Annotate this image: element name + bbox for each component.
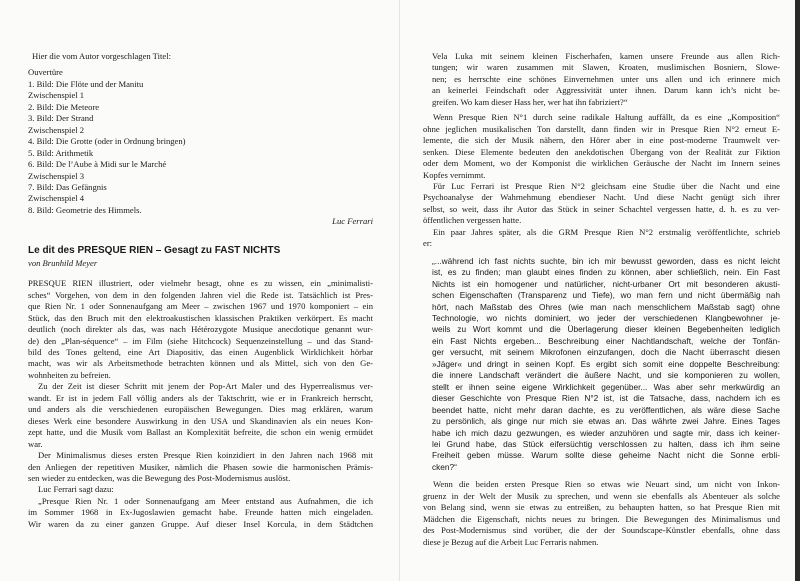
title-list [28, 67, 373, 216]
block-quote [423, 256, 780, 474]
quote-line: hört, nach Maßstab des Ohres (wie man nach menschlichem Maßstab sagt) ohne [432, 301, 780, 312]
text-line: im Sommer 1968 in Ex-Jugoslawien gemacht habe. Freunde hatten mich eingeladen. [28, 507, 373, 518]
text-line: des Post-Modernismus sind vorüber, die der der Soundscape-Künstler ebenfalls, ohne dass [423, 525, 780, 536]
text-line: den Anliegen der repetitiven Musiker, nämlich die Phasen sowie die harmonischen Prämis- [28, 461, 373, 472]
quote-line: ein Fast Nichts ergeben... Beschreibung einer Nachtlandschaft, welche der Tonfän- [432, 335, 780, 346]
text-line: und anders als die verschiedenen europäischen Bewegungen. Dies mag erklären, warum [28, 404, 373, 415]
quote-line: „...während ich fast nichts suchte, bin ich mir bewusst geworden, dass es nicht leicht [432, 255, 780, 266]
text-line: gruenz in der Welt der Musik zu sprechen, und wenn sie ebenfalls als Abenteuer als solche [423, 490, 780, 501]
title-item: Zwischenspiel 3 [28, 170, 85, 181]
quote-line: zu persönlich, als ginge nur mich sie etwas an. Das währte zwei Jahre. Eines Tages [432, 416, 780, 427]
article-author: von Brunhild Meyer [28, 257, 98, 268]
titles-intro: Hier die vom Autor vorgeschlagen Titel: [32, 51, 171, 61]
text-line: nen; es herrschte eine schönes Einvernehmen unter uns allen und ich erinnere mich [432, 73, 780, 84]
text-line: Stück, das den Bruch mit den elektroakustischen klassischen Praktiken verkörpert. Es macht [28, 312, 373, 323]
text-line: selbst, so weit, dass ihr Autor das Stück in seiner Schachtel vergessen hatte, d. h. es zu ver- [423, 203, 780, 214]
text-line: Ein paar Jahres später, als die GRM Presque Rien N°2 erstmalig veröffentlichte, schrieb [433, 226, 780, 237]
text-line: wandt. Er ist in jedem Fall völlig anders als der Taktschritt, wie er in Frankreich herrscht, [28, 392, 373, 403]
text-line: ohne jeglichen musikalischen Ton darstellt, dann finden wir in Presque Rien N°2 erneut E- [423, 123, 780, 134]
title-item: 8. Bild: Geometrie des Himmels. [28, 204, 142, 215]
quote-line: lei Grund habe, das Stück eifersüchtig verschlossen zu halten, dass ich ihm seine [432, 438, 780, 449]
title-item: Zwischenspiel 4 [28, 193, 85, 204]
text-line: senken. Diese Elemente bedeuten den anekdotischen Übergang von der Realität zur Fiktion [423, 146, 780, 157]
text-line: Kopfes vernimmt. [423, 169, 486, 180]
paragraph [423, 112, 780, 181]
text-line: bild des Tones geltend, eine Art Diapositiv, das einen Augenblick Wirklichkeit hörbar [28, 346, 373, 357]
title-item: Zwischenspiel 2 [28, 124, 85, 135]
quote-line: Freiheit geben müsse. Warum sollte diese geheime Nacht nicht die Sonne erbli- [432, 450, 780, 461]
text-line: war. [28, 438, 43, 449]
title-item: 6. Bild: De l’Aube à Midi sur le Marché [28, 159, 167, 170]
quote-line: Technologie, wo nichts dominiert, wo jeder der verschiedenen Klangbewohner je- [432, 312, 780, 323]
quote-paragraph [423, 51, 780, 108]
text-line: deutlich (noch direkter als das, was nach Hétérozygote Musique anecdotique genannt wur- [28, 324, 373, 335]
text-line: sches“ Vorgehen, von dem in den folgenden Jahren viel die Rede ist. Tatsächlich ist Pres- [28, 289, 373, 300]
quote-line: »Jäger« und dringt in seinen Kopf. Es ergibt sich somit eine doppelte Beschreibung: [432, 358, 780, 369]
text-line: Wenn Presque Rien N°1 durch seine radikale Haltung auffällt, da es eine „Komposition“ [433, 112, 780, 123]
text-line: wohnheiten zu befreien. [28, 369, 111, 380]
quote-line: dieser Geschichte von Presque Rien N°2 ist, ist die Tatsache, dass, nachdem ich es [432, 393, 780, 404]
quote-line: Nichts ist ein homogener und natürlicher, nicht-urbaner Ort mit besonderen akusti- [432, 278, 780, 289]
text-line: von Belang sind, wenn sie etwas zu entreißen, zu behaupten hatten, so hat Presque Rien mit [423, 502, 780, 513]
paragraph [423, 227, 780, 250]
paragraph [28, 450, 373, 484]
title-item: 3. Bild: Der Strand [28, 113, 94, 124]
text-line: dieses Werk eine besondere Auswirkung in den USA und Skandinavien als ein neues Kon- [28, 415, 373, 426]
text-line: Psychoanalyse der Wahrnehmung ebendieser Nacht. Und diese Nacht genügt sich ihrer [423, 192, 780, 203]
title-item: 4. Bild: Die Grotte (oder in Ordnung bringen) [28, 136, 186, 147]
scan-edge [795, 0, 800, 581]
text-line: diese je Bezug auf die Arbeit Luc Ferraris nahmen. [423, 536, 599, 547]
text-line: macht, was wir als Arbeitsmethode betrachten können und als Mittel, sich von den Ge- [28, 358, 373, 369]
text-line: Luc Ferrari sagt dazu: [38, 484, 114, 495]
title-item: Zwischenspiel 1 [28, 90, 85, 101]
text-line: „Presque Rien Nr. 1 oder Sonnenaufgang am Meer entstand aus Aufnahmen, die ich [38, 495, 373, 506]
text-line: Vela Luka mit seinem kleinen Fischerhafen, kamen unsere Freunde aus allen Rich- [432, 51, 780, 61]
quote-line: schen Eigenschaften (Transparenz und Tiefe), wo man fern und nicht übermäßig nah [432, 290, 780, 301]
signature: Luc Ferrari [332, 216, 373, 227]
text-line: Zu der Zeit ist dieser Schritt mit jenem der Pop-Art Maler und des Hyperrealismus ver- [38, 381, 373, 392]
text-line: de) den „Plan-séquence“ – im Film (siehe Hitchcock) Sequenzeinstellung – und das Stand- [28, 335, 373, 346]
quote-line: stellt er ihnen seine eigene Wirklichkeit gegenüber... Was aber sehr merkwürdig an [432, 381, 780, 392]
text-line: Der Minimalismus dieses ersten Presque Rien koinzidiert in den Jahren nach 1968 mit [38, 450, 373, 461]
quote-line: habe ich mich dazu gezwungen, es wieder anzuhören und sagte mir, dass ich keiner- [432, 427, 780, 438]
text-line: an keinerlei Feindschaft oder Aggressivität unter ihnen. Darum kann ich’s nicht be- [432, 85, 780, 96]
left-column [28, 51, 373, 530]
text-line: greifen. Wo kam dieser Hass her, wer hat ihn fabriziert?“ [432, 96, 628, 107]
quote-line: weils zu Wort kommt und die Überlagerung dieser kleinen Begebenheiten lediglich [432, 324, 780, 335]
quote-paragraph [28, 496, 373, 530]
text-line: öffentlichen vergessen hatte. [423, 215, 522, 226]
title-item: 2. Bild: Die Meteore [28, 101, 100, 112]
text-line: Für Luc Ferrari ist Presque Rien N°2 gleichsam eine Studie über die Nacht und eine [433, 180, 780, 191]
paragraph [28, 278, 373, 381]
text-line: tungen; wir waren zusammen mit Slawen, Kroaten, muslimischen Bosniern, Slowe- [432, 62, 780, 73]
right-column [423, 51, 780, 548]
text-line: que Rien Nr. 1 oder Sonnenaufgang am Meer – zwischen 1967 und 1970 komponiert – ein [28, 301, 373, 312]
text-line: sen wieder zu entdecken, was die Bewegung des Post-Modernismus auslöst. [28, 472, 291, 483]
text-line: lemente, die sich der Musik nähern, den Hörer aber in eine post-moderne Traumwelt ver- [423, 135, 780, 146]
quote-line: beendet hatte, nicht mehr daran dachte, es zu veröffentlichen, als wäre diese Sache [432, 404, 780, 415]
title-item: Ouvertüre [28, 67, 63, 78]
text-line: er: [423, 238, 433, 249]
text-line: oder dem Moment, wo der Komponist die wirklichen Geräusche der Nacht im Innern seines [423, 158, 780, 169]
text-line: PRESQUE RIEN illustriert, oder vielmehr besagt, ohne es zu wissen, ein „minimalisti- [28, 278, 373, 289]
title-item: 7. Bild: Das Gefängnis [28, 181, 107, 192]
paragraph [28, 381, 373, 450]
text-line: zept hatte, und die Musik vom Ballast an Komplexität befreite, die schon ein wenig ermüdet [28, 427, 373, 438]
quote-line: ist, es zu finden; man glaubt eines finden zu können, aber schließlich, nein. Ein Fast [432, 267, 780, 278]
article-title: Le dit des PRESQUE RIEN – Gesagt zu FAST NICHTS [28, 244, 281, 256]
text-line: Wenn die beiden ersten Presque Rien so etwas wie Neuart sind, um nicht von Inkon- [433, 479, 780, 490]
text-line: Wir waren da zu einer ganzen Gruppe. Auf dieser Insel Korcula, in dem Städtchen [28, 518, 373, 529]
paragraph [423, 181, 780, 227]
paragraph [423, 479, 780, 548]
text-line: Mädchen die Eigenschaft, nichts neues zu bringen. Die Bewegungen des Minimalismus und [423, 513, 780, 524]
quote-line: ger versucht, mit seinem Mikrofonen einzufangen, doch die Nacht überrascht diesen [432, 347, 780, 358]
page-gutter [399, 0, 400, 581]
title-item: 1. Bild: Die Flöte und der Manitu [28, 78, 144, 89]
quote-line: die innere Landschaft verändert die äußere Nacht, und sie komponieren zu wollen, [432, 370, 780, 381]
quote-line: cken?“ [432, 461, 457, 472]
title-item: 5. Bild: Arithmetik [28, 147, 94, 158]
